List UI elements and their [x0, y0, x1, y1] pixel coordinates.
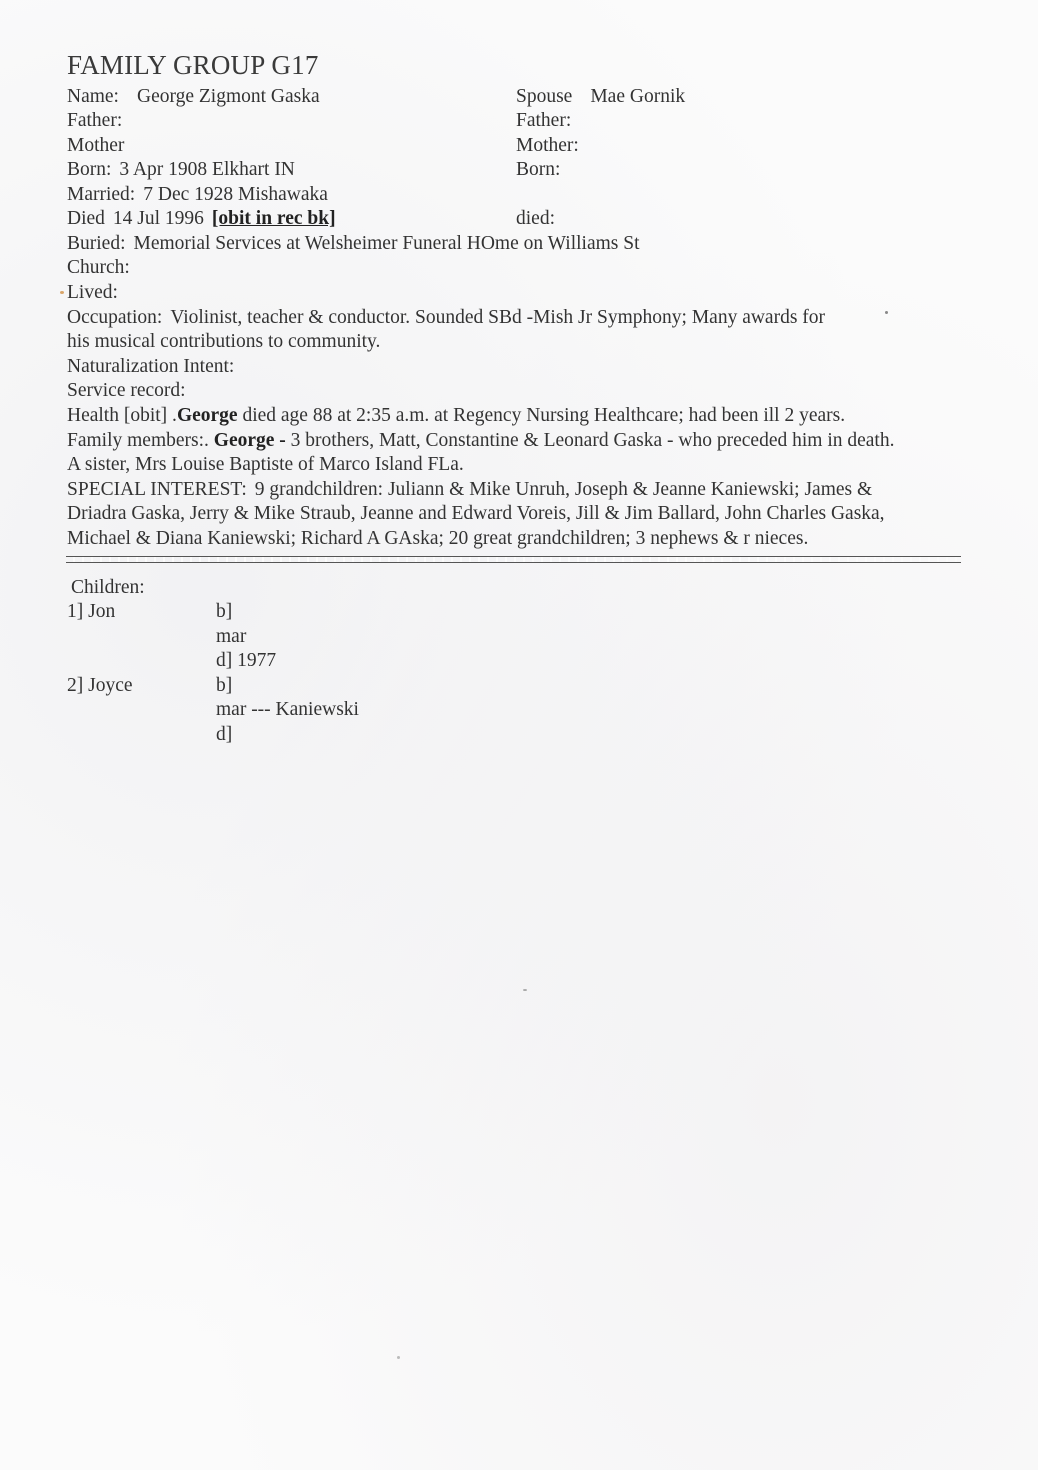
- health-label: Health [obit] .: [67, 405, 177, 426]
- died-row: [67, 207, 336, 231]
- name-value: George Zigmont Gaska: [136, 86, 320, 107]
- child-1-label: 1] Jon: [67, 601, 116, 622]
- married-row: [67, 183, 328, 207]
- spouse-father-label: Father:: [516, 110, 572, 131]
- buried-label: Buried:: [67, 233, 126, 254]
- child-1-died: d] 1977: [216, 650, 277, 671]
- name-label: Name:: [67, 86, 119, 107]
- special-line-1: 9 grandchildren: Juliann & Mike Unruh, Joseph & Jeanne Kaniewski; James &: [254, 479, 873, 500]
- child-2-married: mar --- Kaniewski: [216, 699, 359, 720]
- special-line-2: Driadra Gaska, Jerry & Mike Straub, Jeanne and Edward Voreis, Jill & Jim Ballard, John Charles Gaska,: [67, 503, 885, 524]
- church-row: [67, 256, 130, 280]
- spouse-value: Mae Gornik: [590, 86, 686, 107]
- scan-speck: [523, 989, 527, 991]
- child-1-married: mar: [216, 626, 247, 647]
- child-2-died: d]: [216, 724, 233, 745]
- scan-speck: [885, 311, 888, 314]
- spouse-born-row: [516, 158, 560, 182]
- naturalization-row: [67, 355, 234, 379]
- family-continued: [67, 453, 464, 477]
- service-row: [67, 379, 186, 403]
- mother-label: Mother: [67, 135, 125, 156]
- health-value: died age 88 at 2:35 a.m. at Regency Nursing Healthcare; had been ill 2 years.: [242, 405, 846, 426]
- born-value: 3 Apr 1908 Elkhart IN: [119, 159, 295, 180]
- spouse-row: [516, 85, 685, 109]
- born-label: Born:: [67, 159, 112, 180]
- family-name: George -: [213, 430, 286, 451]
- occupation-line-2: his musical contributions to community.: [67, 331, 381, 352]
- occupation-label: Occupation:: [67, 307, 163, 328]
- special-interest-line-2: [67, 502, 885, 526]
- spouse-born-label: Born:: [516, 159, 561, 180]
- lived-label: Lived:: [67, 282, 118, 303]
- married-label: Married:: [67, 184, 136, 205]
- child-2-label: 2] Joyce: [67, 675, 133, 696]
- spouse-label: Spouse: [516, 86, 573, 107]
- married-value: 7 Dec 1928 Mishawaka: [143, 184, 328, 205]
- occupation-line-1: Violinist, teacher & conductor. Sounded SBd -Mish Jr Symphony; Many awards for: [170, 307, 826, 328]
- child-1-born: b]: [216, 601, 233, 622]
- special-line-3: Michael & Diana Kaniewski; Richard A GAska; 20 great grandchildren; 3 nephews & r nieces.: [67, 528, 809, 549]
- spouse-mother-label: Mother:: [516, 135, 579, 156]
- spouse-died-label: died:: [516, 208, 555, 229]
- scan-speck: [60, 291, 64, 294]
- children-heading: Children:: [71, 577, 145, 598]
- health-name: George: [176, 405, 238, 426]
- church-label: Church:: [67, 257, 130, 278]
- spouse-mother-row: [516, 134, 579, 158]
- section-divider: [66, 556, 961, 563]
- page-title: FAMILY GROUP G17: [67, 50, 319, 80]
- scan-speck: [397, 1356, 400, 1359]
- family-label: Family members:.: [67, 430, 209, 451]
- born-row: [67, 158, 295, 182]
- naturalization-label: Naturalization Intent:: [67, 356, 235, 377]
- spouse-father-row: [516, 109, 571, 133]
- mother-row: [67, 134, 124, 158]
- special-interest-line-3: [67, 527, 808, 551]
- special-label: SPECIAL INTEREST:: [67, 479, 247, 500]
- occupation-row: [67, 306, 825, 330]
- died-label: Died: [67, 208, 105, 229]
- father-label: Father:: [67, 110, 123, 131]
- name-row: [67, 85, 320, 109]
- health-row: [67, 404, 845, 428]
- child-2-born: b]: [216, 675, 233, 696]
- family-line-2: A sister, Mrs Louise Baptiste of Marco Island FLa.: [67, 454, 464, 475]
- buried-value: Memorial Services at Welsheimer Funeral HOme on Williams St: [133, 233, 640, 254]
- father-row: [67, 109, 122, 133]
- service-label: Service record:: [67, 380, 186, 401]
- family-value: 3 brothers, Matt, Constantine & Leonard Gaska - who preceded him in death.: [290, 430, 895, 451]
- spouse-died-row: [516, 207, 555, 231]
- special-interest-row: [67, 478, 872, 502]
- lived-row: [67, 281, 118, 305]
- died-value: 14 Jul 1996: [112, 208, 204, 229]
- buried-row: [67, 232, 640, 256]
- occupation-continued: [67, 330, 380, 354]
- obit-note: [obit in rec bk]: [211, 208, 336, 229]
- family-row: [67, 429, 894, 453]
